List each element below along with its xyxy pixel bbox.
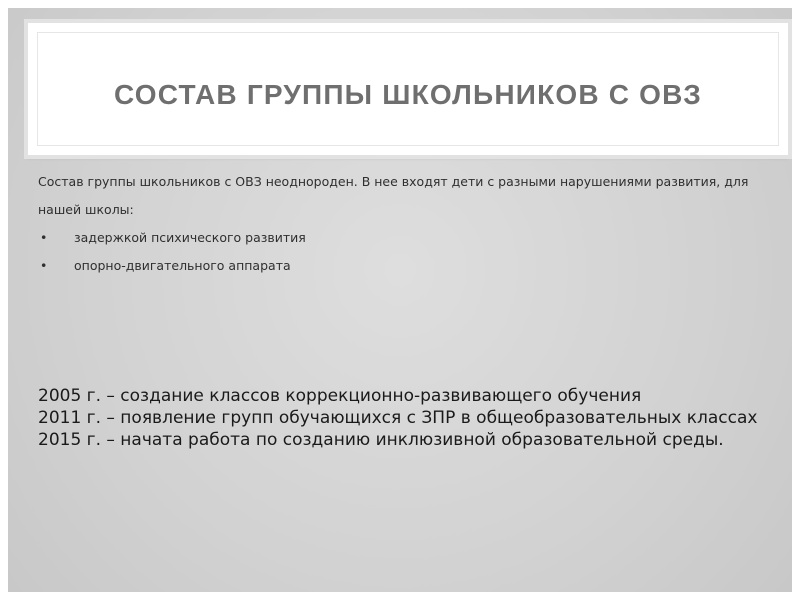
intro-section [38, 168, 778, 280]
bullet-icon: • [40, 258, 48, 273]
title-frame [37, 32, 779, 146]
milestone-2015: 2015 г. – начата работа по созданию инклюзивной образовательной среды. [38, 430, 724, 450]
milestones-block [38, 385, 778, 451]
intro-paragraph: Состав группы школьников с ОВЗ неоднороден. В нее входят дети с разными нарушениями развития, для нашей школы: [38, 174, 749, 217]
milestone-2011: 2011 г. – появление групп обучающихся с ЗПР в общеобразовательных классах [38, 408, 758, 428]
bullet-text: опорно-двигательного аппарата [74, 258, 291, 273]
title-box [28, 23, 788, 155]
slide [8, 8, 792, 592]
bullet-icon: • [40, 230, 48, 245]
bullet-item [38, 252, 778, 280]
milestone-2005: 2005 г. – создание классов коррекционно-развивающего обучения [38, 386, 642, 406]
slide-title: СОСТАВ ГРУППЫ ШКОЛЬНИКОВ С ОВЗ [114, 79, 702, 110]
bullet-item [38, 224, 778, 252]
bullet-list [38, 224, 778, 280]
bullet-text: задержкой психического развития [74, 230, 306, 245]
